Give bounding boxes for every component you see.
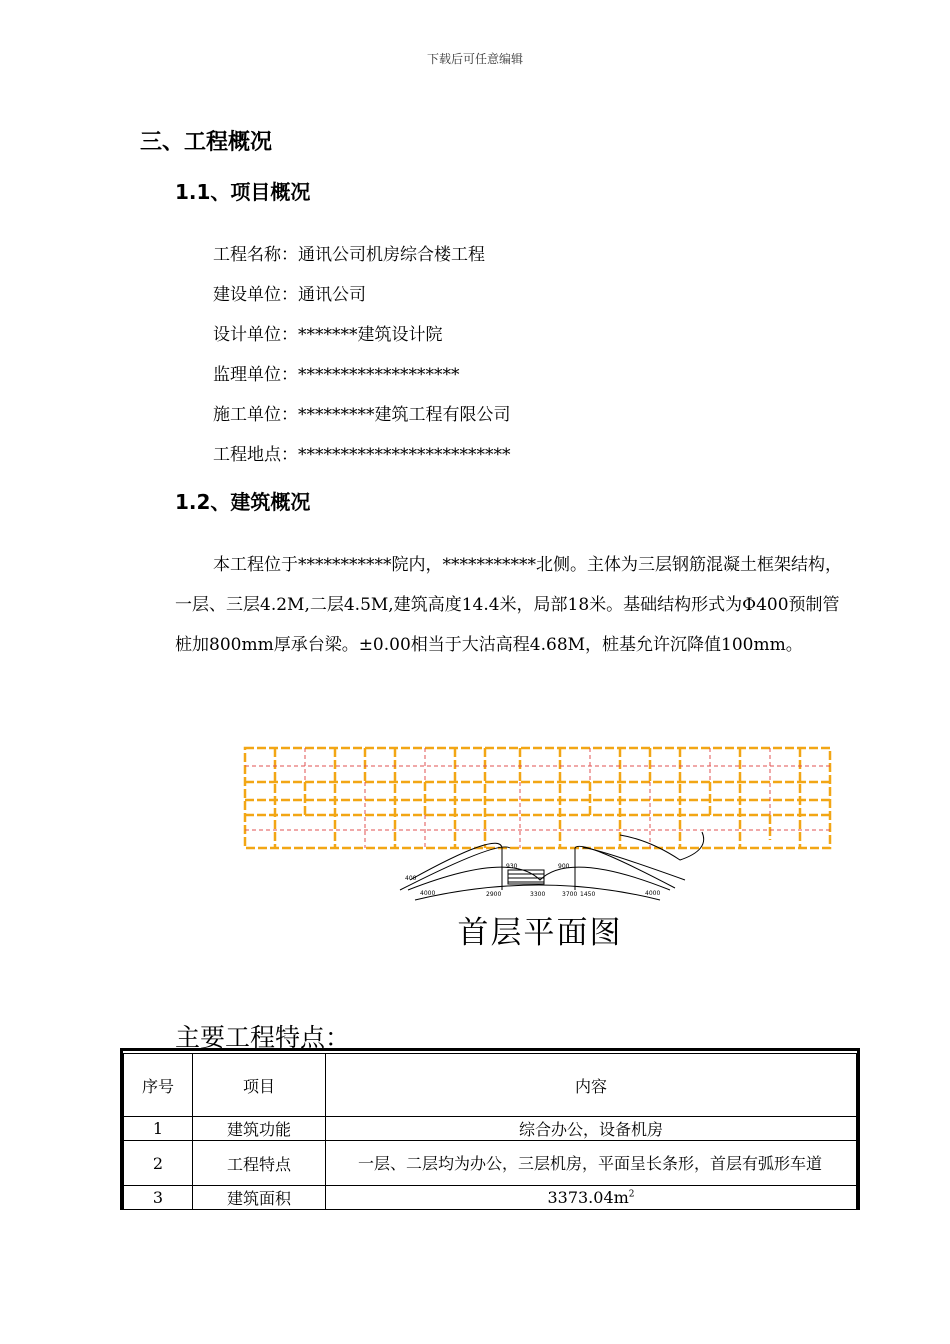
svg-text:4000: 4000: [420, 890, 436, 897]
features-table: [123, 1053, 857, 1210]
plan-grid-orange: [245, 748, 830, 848]
cell-no: 2: [124, 1141, 193, 1186]
info-value: 通讯公司机房综合楼工程: [298, 245, 485, 265]
info-line-supervisor: [213, 360, 460, 385]
table-header-row: [124, 1054, 857, 1117]
header-item: 项目: [193, 1054, 326, 1117]
cell-content: 一层、二层均为办公，三层机房，平面呈长条形，首层有弧形车道: [326, 1141, 857, 1186]
info-label: 设计单位：: [213, 325, 298, 345]
header-no: 序号: [124, 1054, 193, 1117]
features-title: 主要工程特点：: [175, 1023, 351, 1052]
cell-content: 综合办公，设备机房: [326, 1117, 857, 1141]
floor-plan-drawing: [240, 740, 840, 910]
svg-text:400: 400: [405, 875, 417, 882]
building-paragraph: 本工程位于***********院内，***********北侧。主体为三层钢筋混凝土框架结构，一层、三层4.2M,二层4.5M,建筑高度14.4米，局部18米。基础结构形式为Φ400预制管桩加800mm厚承台梁。±0.00相当于大沽高程4.68M，桩基允许沉降值100mm。: [175, 555, 842, 655]
floor-plan-title: 首层平面图: [457, 915, 623, 951]
page-header-note: 下载后可任意编辑: [426, 52, 523, 66]
info-label: 建设单位：: [213, 285, 298, 305]
info-label: 监理单位：: [213, 365, 298, 385]
table-row: [124, 1141, 857, 1186]
table-row: [124, 1186, 857, 1210]
info-line-client: [213, 280, 366, 305]
cell-content: [326, 1186, 857, 1210]
cell-no: 3: [124, 1186, 193, 1210]
svg-text:4000: 4000: [645, 890, 661, 897]
info-line-project-name: [213, 240, 485, 265]
info-value: *******************: [298, 365, 460, 385]
info-value: *******建筑设计院: [298, 325, 443, 345]
info-label: 工程地点：: [213, 445, 298, 465]
info-label: 施工单位：: [213, 405, 298, 425]
section-title: 三、工程概况: [140, 130, 273, 155]
svg-text:1450: 1450: [580, 891, 596, 898]
info-label: 工程名称：: [213, 245, 298, 265]
cell-item: 建筑面积: [193, 1186, 326, 1210]
info-value: *********建筑工程有限公司: [298, 405, 511, 425]
cell-item: 建筑功能: [193, 1117, 326, 1141]
info-value: *************************: [298, 445, 511, 465]
area-unit-superscript: 2: [628, 1189, 635, 1200]
svg-text:930: 930: [506, 863, 518, 870]
info-line-contractor: [213, 400, 511, 425]
subsection-title-project: 1.1、项目概况: [175, 180, 311, 204]
plan-grid-red: [245, 748, 830, 848]
features-table-frame: [120, 1048, 860, 1210]
cell-item: 工程特点: [193, 1141, 326, 1186]
svg-text:3700: 3700: [562, 891, 578, 898]
cell-no: 1: [124, 1117, 193, 1141]
info-line-designer: [213, 320, 443, 345]
subsection-title-building: 1.2、建筑概况: [175, 490, 311, 514]
info-line-location: [213, 440, 511, 465]
svg-text:3300: 3300: [530, 891, 546, 898]
svg-text:2900: 2900: [486, 891, 502, 898]
header-content: 内容: [326, 1054, 857, 1117]
info-value: 通讯公司: [298, 285, 366, 305]
table-row: [124, 1117, 857, 1141]
area-value: 3373.04m: [547, 1188, 629, 1207]
svg-text:900: 900: [558, 863, 570, 870]
